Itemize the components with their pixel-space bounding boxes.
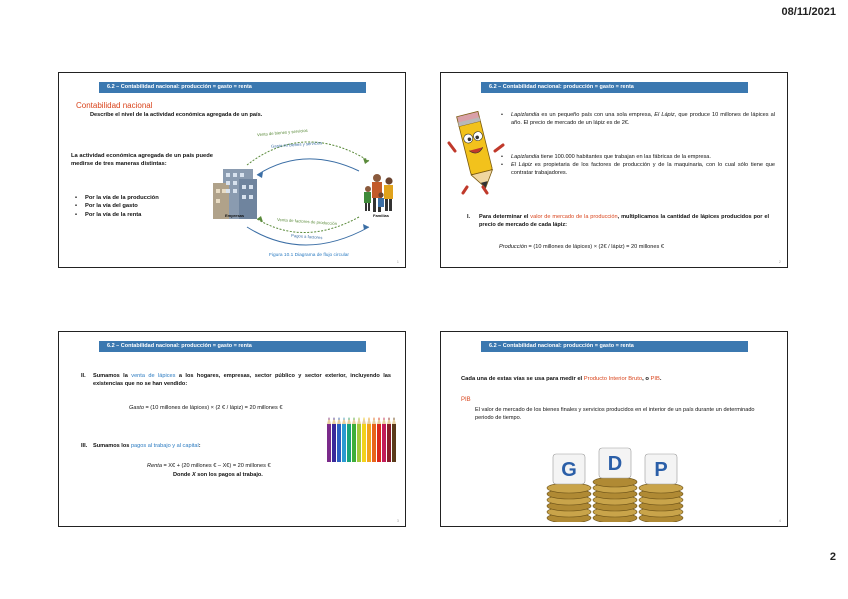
page-date: 08/11/2021 xyxy=(781,6,836,18)
intro-text: Cada una de estas vías se usa para medir el Producto Interior Bruto, o PIB. xyxy=(461,376,662,382)
letter-block-label: P xyxy=(654,459,668,481)
pencil xyxy=(357,424,361,462)
pencil-lead xyxy=(343,417,344,420)
pencil-lead xyxy=(338,417,339,420)
pencil xyxy=(362,424,366,462)
pencil xyxy=(377,424,381,462)
coin xyxy=(547,483,591,493)
pencil-lead xyxy=(393,417,394,420)
slide-number: 4 xyxy=(778,518,781,523)
pencil xyxy=(342,424,346,462)
list-item: • Por la vía de la producción xyxy=(75,194,159,202)
coin xyxy=(639,483,683,493)
slide-header: 6.2 – Contabilidad nacional: producción = gasto = renta xyxy=(99,341,366,352)
slide-title: Contabilidad nacional xyxy=(76,101,153,110)
diagram-label: Venta de factores de producción xyxy=(276,216,338,227)
formula: Gasto = (10 millones de lápices) × (2 € / lápiz) = 20 millones € xyxy=(129,405,283,411)
page-number: 2 xyxy=(829,551,836,563)
slide-thumbnail-1[interactable] xyxy=(58,72,406,268)
pencil-lead xyxy=(348,417,349,420)
slide-thumbnail-3[interactable] xyxy=(58,331,406,527)
letter-block-label: D xyxy=(607,453,623,475)
slide-number: 3 xyxy=(396,518,399,523)
list-item: • Por la vía de la renta xyxy=(75,211,159,219)
pencil xyxy=(382,424,386,462)
step-marker: I. xyxy=(467,214,471,220)
family-icon xyxy=(364,174,393,212)
building-icon xyxy=(213,169,257,219)
bullet-list xyxy=(75,194,159,219)
definition-text: El valor de mercado de los bienes finales y servicios producidos en el interior de un país durante un determinado periodo de tiempo. xyxy=(475,407,755,422)
colored-pencils-image xyxy=(325,416,397,464)
pencil-lead xyxy=(333,417,334,420)
formula-note: Donde X son los pagos al trabajo. xyxy=(173,472,263,478)
pencil-mascot-icon xyxy=(447,103,505,195)
pencil-lead xyxy=(368,417,369,420)
slide-header: 6.2 – Contabilidad nacional: producción = gasto = renta xyxy=(481,341,748,352)
diagram-label: Pagos a factores xyxy=(290,232,323,241)
formula: Renta = X€ + (20 millones € – X€) = 20 millones € xyxy=(147,463,271,469)
diagram-label: Gasto en bienes y servicios xyxy=(270,140,323,149)
pencil-lead xyxy=(328,417,329,420)
slide-number: 2 xyxy=(778,259,781,264)
pencil xyxy=(387,424,391,462)
pencil-lead xyxy=(383,417,384,420)
pencil-lead xyxy=(388,417,389,420)
figure-caption: Figura 10.1 Diagrama de flujo circular xyxy=(269,253,349,258)
formula: Producción = (10 millones de lápices) × (2€ / lápiz) = 20 millones € xyxy=(499,244,664,250)
pencil xyxy=(337,424,341,462)
slide-subtitle: Describe el nivel de la actividad económica agregada de un país. xyxy=(90,112,263,118)
slide-thumbnail-2[interactable] xyxy=(440,72,788,268)
step-text: Sumamos la venta de lápices a los hogares, empresas, sector público y sector exterior, incluyendo las existencias que no se han vendido: xyxy=(93,373,391,388)
list-item: • El Lápiz es propietaria de los factores de producción y de la maquinaria, con lo cual sólo tiene que contratar trabajadores. xyxy=(501,161,775,177)
diagram-label: Familias xyxy=(373,213,390,218)
pencil xyxy=(372,424,376,462)
pencil-lead xyxy=(373,417,374,420)
gdp-coins-image xyxy=(541,438,691,522)
pencil xyxy=(347,424,351,462)
pencil xyxy=(332,424,336,462)
list-item: • Por la vía del gasto xyxy=(75,202,159,210)
list-item: • Lapizlandia tiene 100.000 habitantes que trabajan en las fábricas de la empresa. xyxy=(501,153,775,161)
diagram-label: Venta de bienes y servicios xyxy=(256,127,308,138)
coin xyxy=(593,477,637,487)
intro-text: La actividad económica agregada de un país puede medirse de tres maneras distintas: xyxy=(71,153,213,168)
pencil xyxy=(367,424,371,462)
bullet-list xyxy=(501,153,775,177)
slide-header: 6.2 – Contabilidad nacional: producción = gasto = renta xyxy=(99,82,366,93)
step-text: Para determinar el valor de mercado de la producción, multiplicamos la cantidad de lápices producidos por el precio de mercado de cada lápiz: xyxy=(479,214,769,229)
step-text: Sumamos los pagos al trabajo y al capital: xyxy=(93,443,201,449)
pencil xyxy=(392,424,396,462)
slide-header: 6.2 – Contabilidad nacional: producción = gasto = renta xyxy=(481,82,748,93)
section-title: PIB xyxy=(461,397,471,403)
pencil-lead xyxy=(363,417,364,420)
slide-number: 1 xyxy=(396,259,399,264)
bullet-list xyxy=(501,111,775,127)
pencil xyxy=(327,424,331,462)
pencil-lead xyxy=(378,417,379,420)
diagram-label: Empresas xyxy=(225,213,245,218)
flow-arrow xyxy=(257,159,359,175)
list-item: • Lapizlandia es un pequeño país con una sola empresa, El Lápiz, que produce 10 millones de lápices al año. El precio de mercado de un lápiz es de 2€. xyxy=(501,111,775,127)
pencil-lead xyxy=(358,417,359,420)
slide-thumbnail-4[interactable] xyxy=(440,331,788,527)
step-marker: III. xyxy=(81,443,88,449)
letter-block-label: G xyxy=(561,459,577,481)
pencil-lead xyxy=(353,417,354,420)
pencil xyxy=(352,424,356,462)
step-marker: II. xyxy=(81,373,86,379)
